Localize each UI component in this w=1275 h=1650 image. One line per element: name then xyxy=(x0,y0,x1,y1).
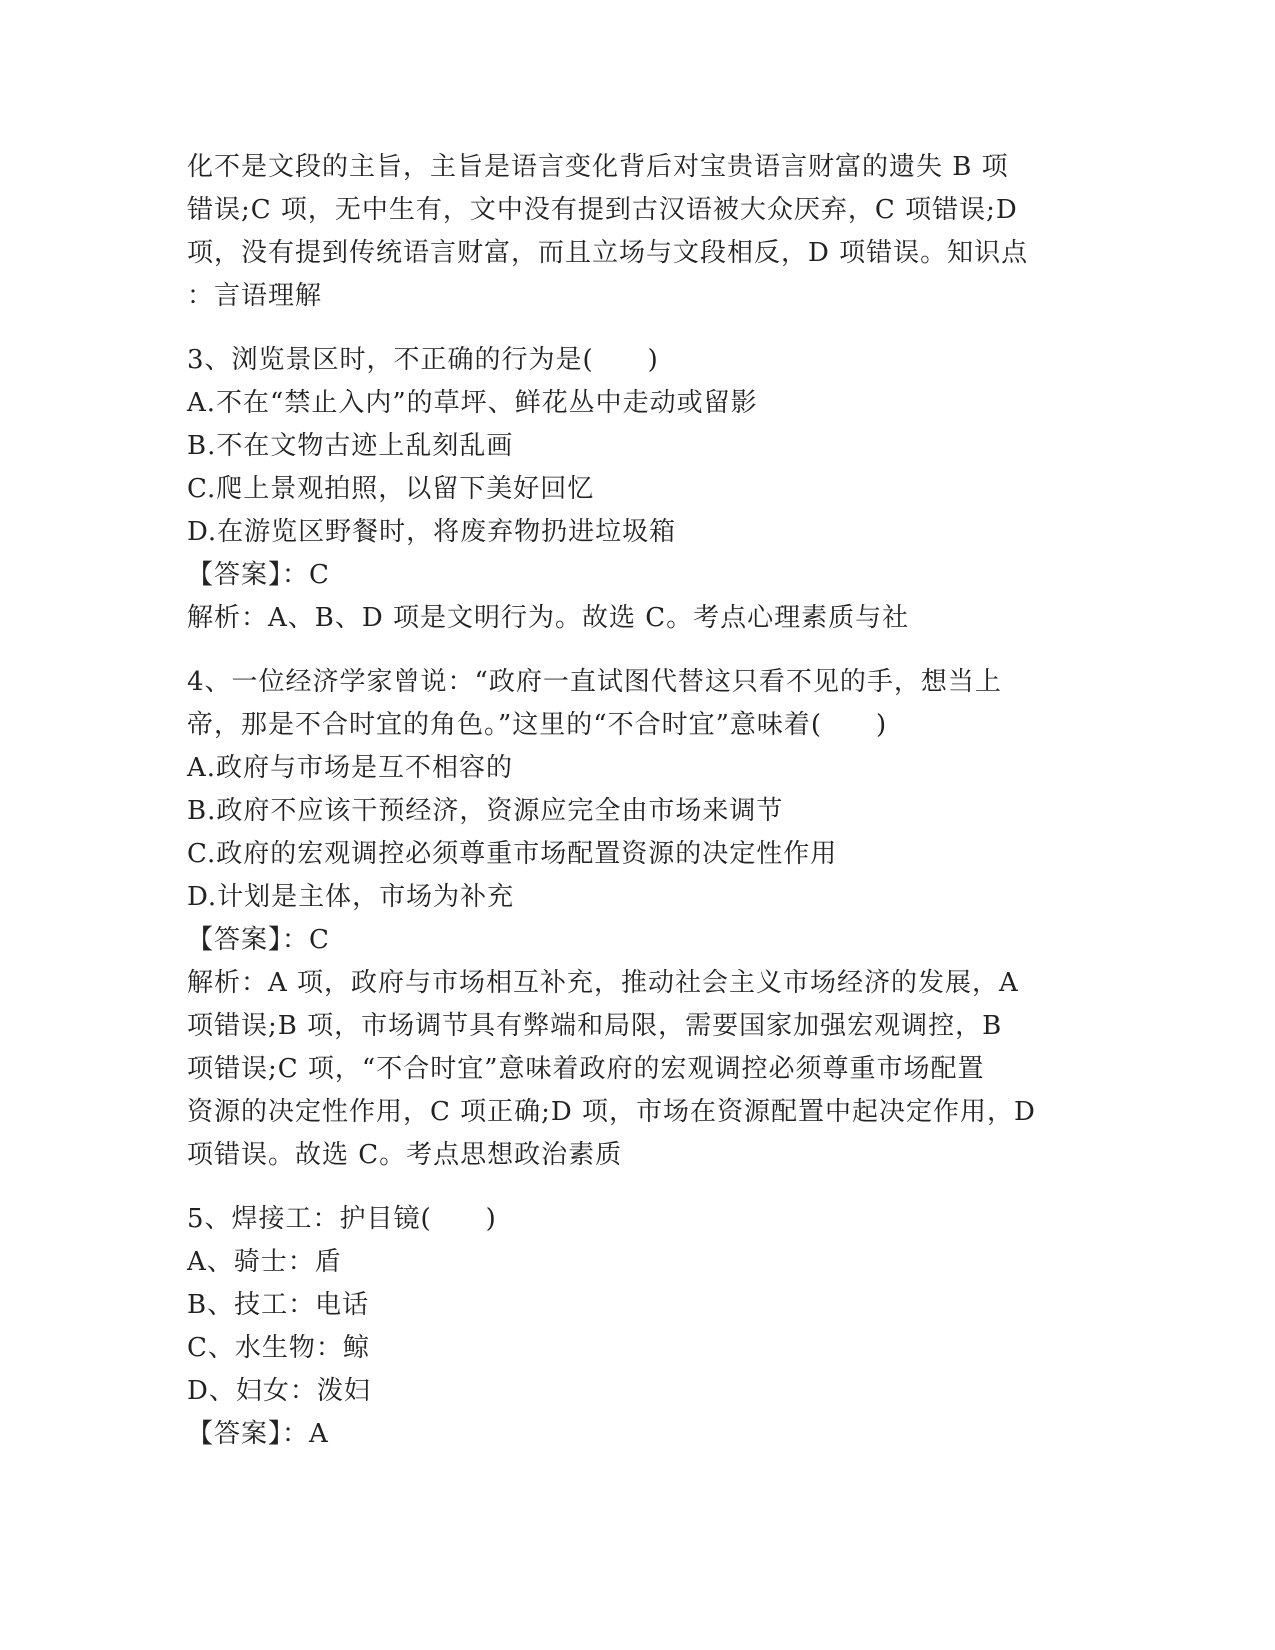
option-b: B.政府不应该干预经济，资源应完全由市场来调节 xyxy=(187,796,784,826)
question-4 xyxy=(187,661,1087,1177)
option-b: B、技工：电话 xyxy=(187,1290,370,1320)
text-line: 化不是文段的主旨，主旨是语言变化背后对宝贵语言财富的遗失 B 项 xyxy=(187,152,1009,182)
previous-analysis-continuation xyxy=(187,146,1087,318)
option-b: B.不在文物古迹上乱刻乱画 xyxy=(187,431,514,461)
answer-line: 【答案】：C xyxy=(187,560,330,590)
analysis-line: 资源的决定性作用，C 项正确;D 项，市场在资源配置中起决定作用，D xyxy=(187,1097,1036,1127)
analysis-line: 解析：A 项，政府与市场相互补充，推动社会主义市场经济的发展，A xyxy=(187,968,1019,998)
question-3 xyxy=(187,339,1087,640)
option-d: D.计划是主体，市场为补充 xyxy=(187,882,515,912)
analysis-line: 项错误;C 项，“不合时宜”意味着政府的宏观调控必须尊重市场配置 xyxy=(187,1054,985,1084)
analysis-line: 项错误;B 项，市场调节具有弊端和局限，需要国家加强宏观调控，B xyxy=(187,1011,1003,1041)
question-text: 3、浏览景区时，不正确的行为是( ) xyxy=(187,345,659,375)
analysis-line: 解析：A、B、D 项是文明行为。故选 C。考点心理素质与社 xyxy=(187,603,910,633)
text-line: 项，没有提到传统语言财富，而且立场与文段相反，D 项错误。知识点 xyxy=(187,238,1029,268)
option-d: D、妇女：泼妇 xyxy=(187,1376,371,1406)
question-text: 5、焊接工：护目镜( ) xyxy=(187,1204,497,1234)
text-line: 错误;C 项，无中生有，文中没有提到古汉语被大众厌弃，C 项错误;D xyxy=(187,195,1018,225)
option-a: A.政府与市场是互不相容的 xyxy=(187,753,514,783)
question-5 xyxy=(187,1198,1087,1456)
option-a: A、骑士：盾 xyxy=(187,1247,342,1277)
analysis-line: 项错误。故选 C。考点思想政治素质 xyxy=(187,1140,623,1170)
option-d: D.在游览区野餐时，将废弃物扔进垃圾箱 xyxy=(187,517,677,547)
option-a: A.不在“禁止入内”的草坪、鲜花丛中走动或留影 xyxy=(187,388,758,418)
option-c: C、水生物：鲸 xyxy=(187,1333,370,1363)
text-line: ：言语理解 xyxy=(187,281,323,311)
question-text: 帝，那是不合时宜的角色。”这里的“不合时宜”意味着( ) xyxy=(187,710,888,740)
document-page xyxy=(187,146,1087,1456)
question-text: 4、一位经济学家曾说：“政府一直试图代替这只看不见的手，想当上 xyxy=(187,667,1002,697)
answer-line: 【答案】：C xyxy=(187,925,330,955)
answer-line: 【答案】：A xyxy=(187,1419,329,1449)
option-c: C.政府的宏观调控必须尊重市场配置资源的决定性作用 xyxy=(187,839,838,869)
option-c: C.爬上景观拍照，以留下美好回忆 xyxy=(187,474,595,504)
